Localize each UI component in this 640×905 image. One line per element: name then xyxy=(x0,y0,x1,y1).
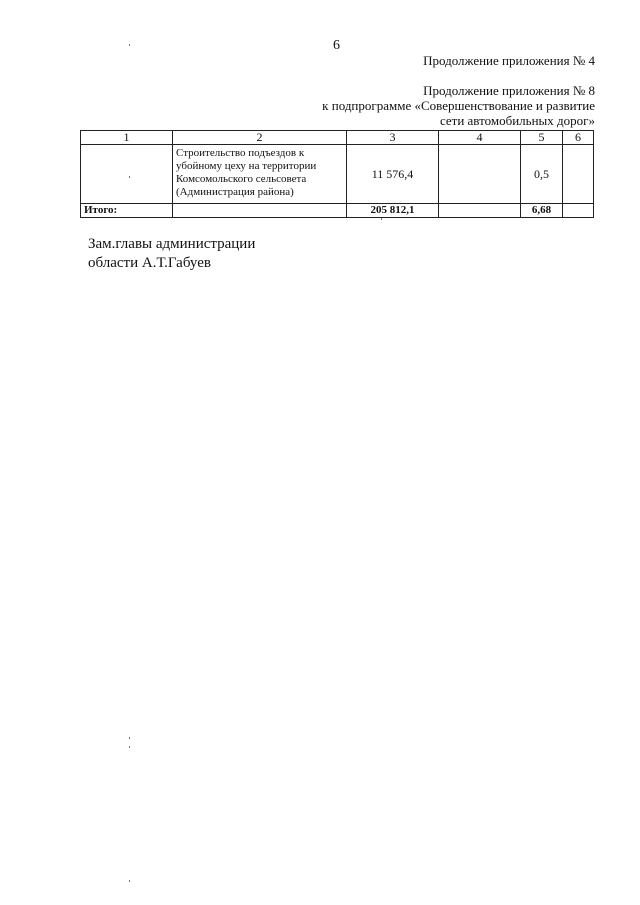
table-cell xyxy=(439,204,521,218)
cost-value: 11 576,4 xyxy=(347,145,439,204)
column-header: 5 xyxy=(521,131,563,145)
column-header: 6 xyxy=(563,131,594,145)
subprogram-title-line1: к подпрограмме «Совершенствование и развитие xyxy=(322,98,595,113)
signatory-name: области А.Т.Габуев xyxy=(88,255,211,271)
table-header-row xyxy=(81,131,594,145)
column-header: 2 xyxy=(173,131,347,145)
appendix-4-continuation: Продолжение приложения № 4 xyxy=(423,53,595,68)
scan-speck xyxy=(129,746,130,748)
total-length: 6,68 xyxy=(521,204,563,218)
table-cell xyxy=(81,145,173,204)
scan-speck xyxy=(129,176,130,178)
object-description: Строительство подъездов к убойному цеху на территории Комсомольского сельсовета (Администрация района) xyxy=(173,145,347,204)
column-header: 1 xyxy=(81,131,173,145)
subprogram-title-line2: сети автомобильных дорог» xyxy=(439,113,595,128)
total-cost: 205 812,1 xyxy=(347,204,439,218)
scan-speck xyxy=(129,880,130,882)
appendix-8-continuation: Продолжение приложения № 8 xyxy=(423,83,595,98)
page-number: 6 xyxy=(333,38,340,53)
table-row xyxy=(81,145,594,204)
table-cell xyxy=(439,145,521,204)
table-cell xyxy=(173,204,347,218)
total-row xyxy=(81,204,594,218)
total-label: Итого: xyxy=(81,204,173,218)
table-cell xyxy=(563,145,594,204)
scan-speck xyxy=(129,737,130,739)
appendix-table xyxy=(80,130,594,218)
length-value: 0,5 xyxy=(521,145,563,204)
table-cell xyxy=(563,204,594,218)
column-header: 3 xyxy=(347,131,439,145)
scan-speck xyxy=(381,218,382,220)
scan-speck xyxy=(129,44,130,46)
signatory-title: Зам.главы администрации xyxy=(88,236,256,252)
column-header: 4 xyxy=(439,131,521,145)
